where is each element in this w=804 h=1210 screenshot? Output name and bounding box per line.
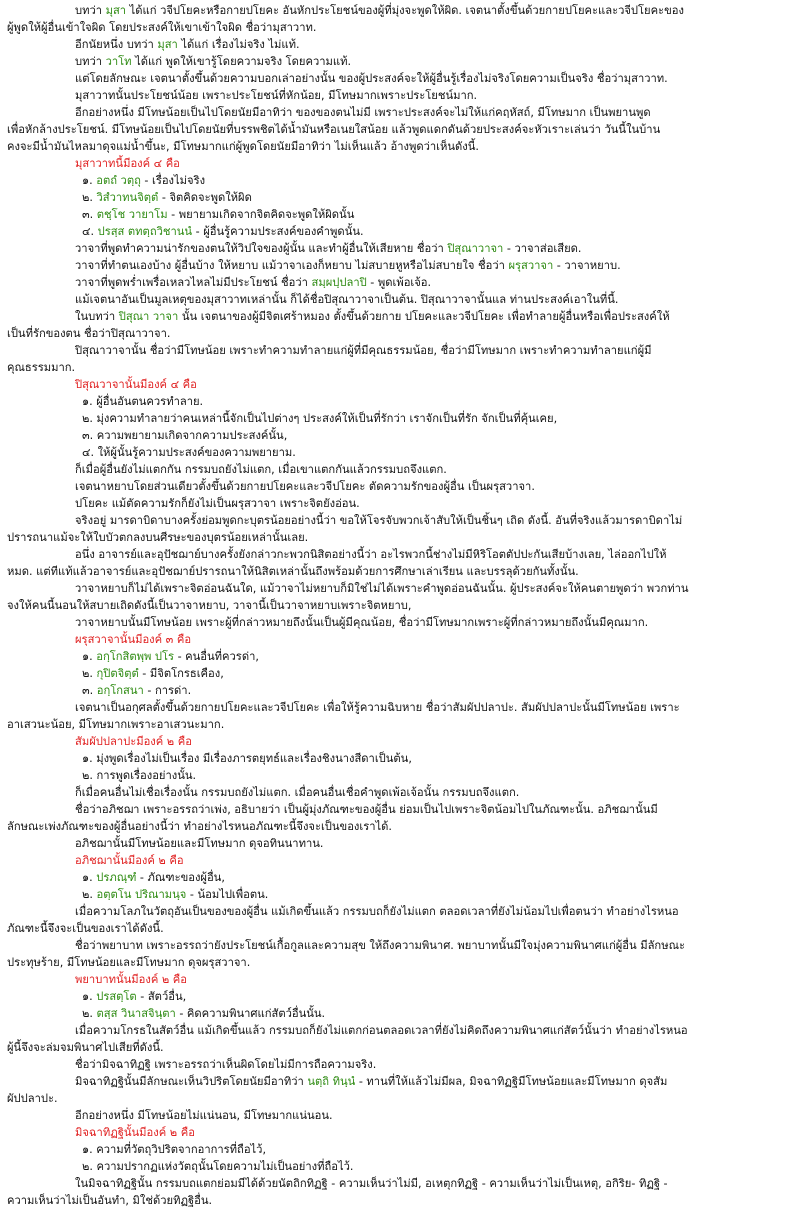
text-run: ก็เมื่อคนอื่นไม่เชื่อเรื่องนั้น กรรมบถยังไม่แตก. เมื่อคนอื่นเชื่อคำพูดเพ้อเจ้อนั้น กรรมบถจึงแตก. (75, 786, 520, 799)
text-line (7, 886, 798, 903)
text-run: ๔. ให้ผู้นั้นรู้ความประสงค์ของความพยายาม. (82, 446, 296, 459)
text-line (7, 903, 798, 920)
section-heading: มิจฉาทิฏฐินั้นมีองค์ ๒ คือ (75, 1126, 195, 1139)
text-line (7, 257, 798, 274)
text-run: - ผู้อื่นรู้ความประสงค์ของคำพูดนั้น. (192, 225, 364, 238)
text-line (7, 478, 798, 495)
text-line (7, 1022, 798, 1039)
text-line (7, 597, 798, 614)
text-run: บทว่า (75, 4, 106, 17)
text-run: ก็เมื่อผู้อื่นยังไม่แตกกัน กรรมบถยังไม่แตก, เมื่อเขาแตกกันแล้วกรรมบถจึงแตก. (75, 463, 447, 476)
text-line (7, 495, 798, 512)
pali-term: อกฺโกสิตพฺพ ปโร (96, 650, 175, 663)
pali-term: ปรสตฺโต (96, 990, 137, 1003)
text-run: เพื่อหักล้างประโยชน์. มีโทษน้อยเป็นไปโดยนัยที่บรรพชิตได้น้ำมันหรือเนยใสน้อย แล้วพูดแดกดันด้วยประสงค์จะหัวเราะเล่นว่า วันนี้ในบ้าน (7, 123, 661, 136)
text-line (7, 563, 798, 580)
text-run: อาเสวนะน้อย, มีโทษมากเพราะอาเสวนะมาก. (7, 718, 225, 731)
text-run: คุณธรรมมาก. (7, 361, 76, 374)
text-run: อภิชฌานั้นมีโทษน้อยและมีโทษมาก ดุจอทินนาทาน. (75, 837, 324, 850)
text-run: ประทุษร้าย, มีโทษน้อยและมีโทษมาก ดุจผรุสวาจา. (7, 956, 251, 969)
text-line (7, 155, 798, 172)
text-line (7, 750, 798, 767)
text-line (7, 1073, 798, 1090)
text-run: - สัตว์อื่น, (136, 990, 187, 1003)
text-run: - คนอื่นที่ควรด่า, (174, 650, 259, 663)
text-run: ในบทว่า (75, 310, 119, 323)
text-line (7, 1005, 798, 1022)
text-run: ในมิจฉาทิฏฐินั้น กรรมบถแตกย่อมมีได้ด้วยนัตถิกทิฏฐิ - ความเห็นว่าไม่มี, อเหตุกทิฏฐิ - ความเห็นว่าไม่เป็นเหตุ, อกิริย- ทิฏฐิ - (75, 1177, 668, 1190)
text-run: ๒. การพูดเรื่องอย่างนั้น. (82, 769, 197, 782)
text-line (7, 427, 798, 444)
text-line (7, 546, 798, 563)
text-run: - ทานที่ให้แล้วไม่มีผล, มิจฉาทิฏฐิมีโทษน้อยและมีโทษมาก ดุจสัม (355, 1075, 668, 1088)
text-line (7, 767, 798, 784)
text-run: เป็นที่รักของตน ชื่อว่าปิสุณาวาจา. (7, 327, 171, 340)
text-run: ๒. ความปรากฏแห่งวัตถุนั้นโดยความไม่เป็นอย่างที่ถือไว้. (82, 1160, 354, 1173)
pali-term: มุสา (105, 4, 127, 17)
text-line (7, 529, 798, 546)
text-line (7, 784, 798, 801)
pali-term: วิสํวาทนจิตฺตํ (96, 191, 159, 204)
text-line (7, 393, 798, 410)
text-line (7, 274, 798, 291)
text-run: แม้เจตนาอันเป็นมูลเหตุของมุสาวาทเหล่านั้น ก็ได้ชื่อปิสุณาวาจาเป็นต้น. ปิสุณาวาจานั้นแล ท่านประสงค์เอาในที่นี้. (75, 293, 619, 306)
text-run: เมื่อความโกรธในสัตว์อื่น แม้เกิดขึ้นแล้ว กรรมบถก็ยังไม่แตกก่อนตลอดเวลาที่ยังไม่คิดถึงความพินาศแก่สัตว์นั้นว่า ทำอย่างไรหนอ (75, 1024, 688, 1037)
text-run: ชื่อว่าพยาบาท เพราะอรรถว่ายังประโยชน์เกื้อกูลและความสุข ให้ถึงความพินาศ. พยาบาทนั้นมีใจมุ่งความพินาศแก่ผู้อื่น มีลักษณะ (75, 939, 685, 952)
text-line (7, 70, 798, 87)
text-line (7, 342, 798, 359)
text-line (7, 835, 798, 852)
text-line (7, 172, 798, 189)
text-line (7, 1141, 798, 1158)
text-run: - มีจิตโกรธเคือง, (138, 667, 224, 680)
text-line (7, 1124, 798, 1141)
text-line (7, 308, 798, 325)
pali-term: กุปิตจิตฺตํ (96, 667, 139, 680)
text-run: อีกอย่างหนึ่ง มีโทษน้อยเป็นไปโดยนัยมีอาทิว่า ของของตนไม่มี เพราะประสงค์จะไม่ให้แก่คฤหัสถ์, มีโทษมาก เป็นพยานพูด (75, 106, 651, 119)
text-line (7, 291, 798, 308)
text-line (7, 2, 798, 19)
text-run: วาจาหยาบก็ไม่ได้เพราะจิตอ่อนฉันใด, แม้วาจาไม่หยาบก็มิใช่ไม่ได้เพราะคำพูดอ่อนฉันนั้น. ผู้ประสงค์จะให้คนตายพูดว่า พวกท่าน (75, 582, 689, 595)
text-run: - การด่า. (143, 684, 192, 697)
text-line (7, 410, 798, 427)
pali-term: ปิสุณา วาจา (118, 310, 179, 323)
text-run: วาจาที่ทำตนเองบ้าง ผู้อื่นบ้าง ให้หยาบ แม้วาจาเองก็หยาบ ไม่สบายหูหรือไม่สบายใจ ชื่อว่า (75, 259, 509, 272)
text-run: - เรื่องไม่จริง (140, 174, 206, 187)
pali-term: ตสฺส วินาสจินฺตา (96, 1007, 176, 1020)
text-run: วาจาหยาบนั้นมีโทษน้อย เพราะผู้ที่กล่าวหมายถึงนั้นเป็นผู้มีคุณน้อย, ชื่อว่ามีโทษมากเพราะผู้ที่กล่าวหมายถึงนั้นมีคุณมาก. (75, 616, 649, 629)
text-run: ๒. มุ่งความทำลายว่าคนเหล่านี้จักเป็นไปต่างๆ ประสงค์ให้เป็นที่รักว่า เราจักเป็นที่รัก จักเป็นที่คุ้นเคย, (82, 412, 558, 425)
text-run: ลักษณะเพ่งภัณฑะของผู้อื่นอย่างนี้ว่า ทำอย่างไรหนอภัณฑะนี้จึงจะเป็นของเราได้. (7, 820, 392, 833)
text-run: ปิสุณาวาจานั้น ชื่อว่ามีโทษน้อย เพราะทำความทำลายแก่ผู้ที่มีคุณธรรมน้อย, ชื่อว่ามีโทษมาก เพราะทำความทำลายแก่ผู้มี (75, 344, 652, 357)
text-run: ๑. ผู้อื่นอันตนควรทำลาย. (82, 395, 204, 408)
text-run: อีกอย่างหนึ่ง มีโทษน้อยไม่แน่นอน, มีโทษมากแน่นอน. (75, 1109, 333, 1122)
text-run: ชื่อว่ามิจฉาทิฏฐิ เพราะอรรถว่าเห็นผิดโดยไม่มีการถือความจริง. (75, 1058, 377, 1071)
text-line (7, 206, 798, 223)
text-line (7, 580, 798, 597)
text-run: วาจาที่พูดทำความน่ารักของตนให้วิปใจของผู้นั้น และทำผู้อื่นให้เสียหาย ชื่อว่า (75, 242, 448, 255)
pali-term: ตชฺโช วายาโม (96, 208, 168, 221)
text-line (7, 138, 798, 155)
pali-term: มุสา (157, 38, 178, 51)
text-run: - น้อมไปเพื่อตน. (186, 888, 269, 901)
text-line (7, 53, 798, 70)
text-run: ๒. (82, 888, 97, 901)
text-run: ๑. (82, 650, 97, 663)
text-line (7, 444, 798, 461)
text-run: ปรารถนาแม้จะให้ใบบัวตกลงบนศีรษะของบุตรน้อยเหล่านั้นเลย. (7, 531, 309, 544)
pali-term: อตถํ วตฺถุ (96, 174, 141, 187)
text-run: - วาจาส่อเสียด. (503, 242, 582, 255)
pali-term: สมฺผปฺปลาปิ (311, 276, 367, 289)
text-line (7, 716, 798, 733)
text-run: มิจฉาทิฏฐินั้นมีลักษณะเห็นวิปริตโดยนัยมีอาทิว่า (75, 1075, 308, 1088)
text-line (7, 240, 798, 257)
pali-term: นตฺถิ ทินฺนํ (307, 1075, 356, 1088)
text-run: แต่โดยลักษณะ เจตนาตั้งขึ้นด้วยความบอกเล่าอย่างนั้น ของผู้ประสงค์จะให้ผู้อื่นรู้เรื่องไม่จริงโดยความเป็นจริง ชื่อว่ามุสาวาท. (75, 72, 668, 85)
text-line (7, 682, 798, 699)
pali-term: ปิสุณาวาจา (447, 242, 504, 255)
text-line (7, 223, 798, 240)
text-line (7, 1175, 798, 1192)
section-heading: ปิสุณวาจานั้นมีองค์ ๔ คือ (75, 378, 197, 391)
text-run: ๒. (82, 1007, 97, 1020)
text-run: ๓. (82, 208, 97, 221)
pali-term: วาโท (105, 55, 132, 68)
text-run: ๓. (82, 684, 97, 697)
text-run: ๑. มุ่งพูดเรื่องไม่เป็นเรื่อง มีเรื่องภารตยุทธ์และเรื่องชิงนางสีดาเป็นต้น, (82, 752, 412, 765)
text-line (7, 512, 798, 529)
pali-term: อกฺโกสนา (96, 684, 144, 697)
text-line (7, 189, 798, 206)
pali-term: ปรภณฺฑํ (96, 871, 137, 884)
text-run: ๑. (82, 990, 97, 1003)
text-run: ชื่อว่าอภิชฌา เพราะอรรถว่าเพ่ง, อธิบายว่า เป็นผู้มุ่งภัณฑะของผู้อื่น ย่อมเป็นไปเพราะจิตน้อมไปในภัณฑะนั้น. อภิชฌานั้นมี (75, 803, 658, 816)
text-run: ได้แก่ พูดให้เขารู้โดยความจริง โดยความแท้. (131, 55, 352, 68)
text-run: วาจาที่พูดพร่ำเพรื่อเหลวไหลไม่มีประโยชน์ ชื่อว่า (75, 276, 312, 289)
text-run: - คิดความพินาศแก่สัตว์อื่นนั้น. (175, 1007, 326, 1020)
text-line (7, 852, 798, 869)
text-line (7, 920, 798, 937)
text-line (7, 1107, 798, 1124)
text-line (7, 1056, 798, 1073)
text-line (7, 376, 798, 393)
text-run: เมื่อความโลภในวัตถุอันเป็นของของผู้อื่น แม้เกิดขึ้นแล้ว กรรมบถก็ยังไม่แตก ตลอดเวลาที่ยังไม่น้อมไปเพื่อตนว่า ทำอย่างไรหนอ (75, 905, 679, 918)
section-heading: ผรุสวาจานั้นมีองค์ ๓ คือ (75, 633, 192, 646)
text-run: ผัปปลาปะ. (7, 1092, 58, 1105)
text-run: ๓. ความพยายามเกิดจากความประสงค์นั้น, (82, 429, 288, 442)
text-run: นั้น เจตนาของผู้มีจิตเศร้าหมอง ตั้งขึ้นด้วยกาย ปโยคะและวจีปโยคะ เพื่อทำลายผู้อื่นหรือเพื่อประสงค์ให้ (178, 310, 670, 323)
text-run: ได้แก่ วจีปโยคะหรือกายปโยคะ อันหักประโยชน์ของผู้ที่มุ่งจะพูดให้ผิด. เจตนาตั้งขึ้นด้วยกายปโยคะและวจีปโยคะของ (126, 4, 684, 17)
text-run: อนึ่ง อาจารย์และอุปัชฌาย์บางครั้งยังกล่าวกะพวกนิสิตอย่างนี้ว่า อะไรพวกนี้ช่างไม่มีหิริโอตตัปปะกันเสียบ้างเลย, ไล่ออกไปให้ (75, 548, 667, 561)
text-run: ๒. (82, 191, 97, 204)
text-line (7, 699, 798, 716)
pali-term: อตฺตโน ปริณามนฺจ (96, 888, 187, 901)
text-line (7, 631, 798, 648)
text-line (7, 104, 798, 121)
text-line (7, 1039, 798, 1056)
text-line (7, 801, 798, 818)
text-run: ๔. (82, 225, 98, 238)
text-run: - พูดเพ้อเจ้อ. (366, 276, 432, 289)
text-run: ภัณฑะนี้จึงจะเป็นของเราได้ดังนี้. (7, 922, 164, 935)
text-line (7, 648, 798, 665)
text-line (7, 1158, 798, 1175)
section-heading: มุสาวาทนี้มีองค์ ๔ คือ (75, 157, 180, 170)
text-run: จงให้คนนี้นอนให้สบายเถิดดังนี้เป็นวาจาหยาบ, วาจานี้เป็นวาจาหยาบเพราะจิตหยาบ, (7, 599, 412, 612)
text-line (7, 1090, 798, 1107)
text-line (7, 359, 798, 376)
text-line (7, 818, 798, 835)
text-run: ๑. (82, 871, 97, 884)
pali-term: ผรุสวาจา (508, 259, 554, 272)
section-heading: สัมผัปปลาปะมีองค์ ๒ คือ (75, 735, 192, 748)
text-run: หมด. แต่ทีแท้แล้วอาจารย์และอุปัชฌาย์ปรารถนาให้นิสิตเหล่านั้นถึงพร้อมด้วยการศึกษาเล่าเรียน และบรรลุด้วยกันทั้งนั้น. (7, 565, 579, 578)
text-run: - วาจาหยาบ. (553, 259, 621, 272)
text-line (7, 971, 798, 988)
section-heading: พยาบาทนั้นมีองค์ ๒ คือ (75, 973, 187, 986)
text-run: - ภัณฑะของผู้อื่น, (136, 871, 225, 884)
text-run: ปโยคะ แม้ตัดความรักก็ยังไม่เป็นผรุสวาจา เพราะจิตยังอ่อน. (75, 497, 360, 510)
text-run: อีกนัยหนึ่ง บทว่า (75, 38, 158, 51)
text-line (7, 954, 798, 971)
text-line (7, 733, 798, 750)
text-run: มุสาวาทนั้นประโยชน์น้อย เพราะประโยชน์ที่หักน้อย, มีโทษมากเพราะประโยชน์มาก. (75, 89, 478, 102)
text-line (7, 665, 798, 682)
text-line (7, 461, 798, 478)
text-run: ความเห็นว่าไม่เป็นอันทำ, มิใช่ด้วยทิฏฐิอื่น. (7, 1194, 213, 1207)
pali-term: ปรสฺส ตทตฺถวิชานนํ (97, 225, 193, 238)
text-line (7, 1192, 798, 1209)
text-line (7, 87, 798, 104)
text-run: ได้แก่ เรื่องไม่จริง ไม่แท้. (177, 38, 300, 51)
text-line (7, 937, 798, 954)
text-run: เจตนาหยาบโดยส่วนเดียวตั้งขึ้นด้วยกายปโยคะและวจีปโยคะ ตัดความรักของผู้อื่น เป็นผรุสวาจา. (75, 480, 535, 493)
text-run: คงจะมีน้ำมันไหลมาดุจแม่น้ำขึ้นะ, มีโทษมากแก่ผู้พูดโดยนัยมีอาทิว่า ไม่เห็นแล้ว อ้างพูดว่าเห็นดังนี้. (7, 140, 479, 153)
text-run: ผู้นี้จึงจะล่มจมพินาศไปเสียที่ดังนี้. (7, 1041, 164, 1054)
text-line (7, 19, 798, 36)
text-line (7, 325, 798, 342)
text-run: จริงอยู่ มารดาบิดาบางครั้งย่อมพูดกะบุตรน้อยอย่างนี้ว่า ขอให้โจรจับพวกเจ้าสับให้เป็นชิ้นๆ เถิด ดังนี้. อันที่จริงแล้วมารดาบิดาไม่ (75, 514, 683, 527)
text-line (7, 614, 798, 631)
text-line (7, 36, 798, 53)
text-line (7, 988, 798, 1005)
text-run: ผู้พูดให้ผู้อื่นเข้าใจผิด โดยประสงค์ให้เขาเข้าใจผิด ชื่อว่ามุสาวาท. (7, 21, 317, 34)
text-run: ๑. (82, 174, 97, 187)
text-run: - จิตคิดจะพูดให้ผิด (158, 191, 252, 204)
text-run: เจตนาเป็นอกุศลตั้งขึ้นด้วยกายปโยคะและวจีปโยคะ เพื่อให้รู้ความฉิบหาย ชื่อว่าสัมผัปปลาปะ. สัมผัปปลาปะนั้นมีโทษน้อย เพราะ (75, 701, 680, 714)
text-run: ๑. ความที่วัตถุวิปริตจากอาการที่ถือไว้, (82, 1143, 266, 1156)
section-heading: อภิชฌานั้นมีองค์ ๒ คือ (75, 854, 184, 867)
text-run: ๒. (82, 667, 97, 680)
text-line (7, 121, 798, 138)
text-line (7, 869, 798, 886)
text-run: บทว่า (75, 55, 106, 68)
text-run: - พยายามเกิดจากจิตคิดจะพูดให้ผิดนั้น (167, 208, 355, 221)
